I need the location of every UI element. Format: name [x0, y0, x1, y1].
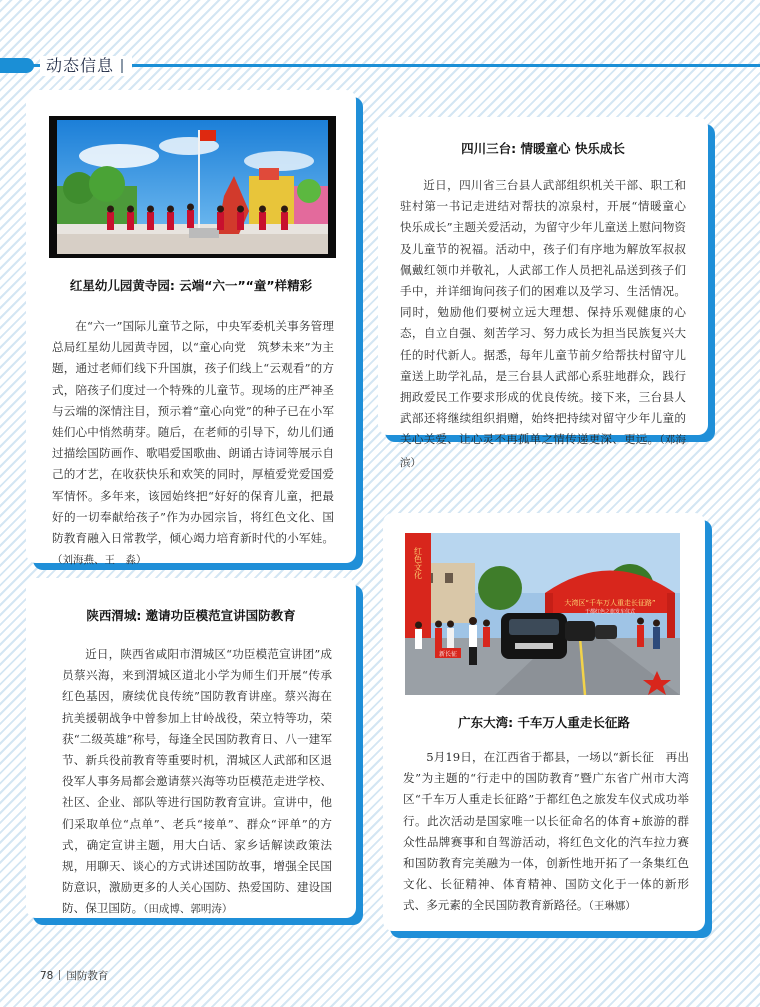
article-body — [403, 747, 689, 918]
sign-text: 新长征 — [438, 651, 458, 658]
article-text: 在“六一”国际儿童节之际，中央军委机关事务管理总局红星幼儿园黄寺园，以“童心向党 筑梦未来”为主题，通过老师们线下升国旗，孩子们线上“云观看”的方式，陪孩子们度过一个特殊的儿童节。现场的庄严神圣与云端的深情注目，预示着“童心向党”的种子已在小军娃们心中悄然萌芽。随后，在老师的引导下，幼儿们通过描绘国防画作、歌唱爱国歌曲、朗诵古诗词等展示自己的才艺，在收获快乐和欢笑的同时，厚植爱党爱国爱军情怀。多年来，该园始终把“好好的保育儿童，把最好的一切奉献给孩子”作为办园宗旨，将红色文化、国防教育融入日常教学，倾心竭力培育新时代的小军娃。 — [52, 319, 334, 546]
footer-separator — [59, 970, 60, 980]
article-body — [62, 644, 332, 921]
article-title: 陕西渭城: 邀请功臣模范宣讲国防教育 — [86, 608, 296, 623]
article-title: 广东大湾: 千车万人重走长征路 — [458, 715, 630, 730]
header-separator — [121, 59, 123, 73]
banner-text: 红色文化 — [413, 547, 423, 579]
header-tab — [0, 58, 34, 73]
journal-name: 国防教育 — [66, 970, 109, 982]
article-card-hongxing — [26, 90, 356, 567]
article-author: （田成博、郭明涛） — [143, 903, 233, 916]
article-author: （刘海燕、王 淼） — [52, 554, 147, 567]
arch-subtext: 于都红色之旅发车仪式 — [584, 609, 636, 615]
article-title: 红星幼儿园黄寺园: 云端“六一”“童”样精彩 — [69, 278, 313, 293]
article-card-weicheng — [26, 578, 356, 918]
page-footer — [40, 968, 108, 983]
article-card-santai — [378, 117, 708, 469]
article-card-dawan — [383, 513, 705, 931]
article-body — [52, 316, 334, 571]
article-body — [400, 175, 698, 474]
page-number: 78 — [40, 970, 54, 982]
photo-kindergarten-flag — [49, 116, 336, 258]
section-header — [0, 56, 760, 76]
photo-long-march-motorcade — [405, 533, 680, 695]
article-text: 近日，陕西省咸阳市渭城区“功臣模范宣讲团”成员蔡兴海，来到渭城区道北小学为师生们开展“传承红色基因，赓续优良传统”国防教育讲座。蔡兴海在抗美援朝战争中曾参加上甘岭战役，荣立特等功，荣获“二级英雄”称号，每逢全民国防教育日、八一建军节、新兵役前教育等重要时机，渭城区人武部和区退役军人事务局都会邀请蔡兴海等功臣模范走进学校、社区、企业、部队等进行国防教育宣讲。宣讲中，他们采取单位“点单”、老兵“接单”、群众“评单”的方式，确定宣讲主题，用大白话、家乡话解读政策法规，用聊天、谈心的方式讲述国防故事，增强全民国防意识，激励更多的人关心国防、热爱国防、建设国防、保卫国防。 — [62, 647, 332, 916]
article-text: 5月19日，在江西省于都县，一场以“新长征 再出发”为主题的“行走中的国防教育”暨广东省广州市大湾区“千车万人重走长征路”于都红色之旅发车仪式成功举行。此次活动是国家唯一以长征命名的体育+旅游的群众性品牌赛事和自驾游活动，将红色文化的汽车拉力赛和国防教育完美融为一体，创新性地开拓了一条集红色文化、长征精神、体育精神、国防文化于一体的新形式、多元素的全民国防教育新路径。 — [403, 750, 689, 913]
section-title: 动态信息 — [46, 56, 115, 75]
article-author: （邓海滨） — [400, 434, 686, 469]
article-title: 四川三台: 情暖童心 快乐成长 — [461, 141, 625, 156]
article-text: 近日，四川省三台县人武部组织机关干部、职工和驻村第一书记走进结对帮扶的凉泉村，开展“情暖童心 快乐成长”主题关爱活动，为留守少年儿童送上慰问物资及儿童节的祝福。活动中，孩子们有序地为解放军叔叔佩戴红领巾并敬礼，人武部工作人员把礼品送到孩子们手中，并详细询问孩子们的困难以及学习、生活情况。同时，勉励他们要树立远大理想、保持乐观健康的心态，自立自强、刻苦学习、努力成长为担当民族复兴大任的时代新人。据悉，每年儿童节前夕给帮扶村留守儿童送上助学礼品，是三台县人武部心系驻地群众，践行拥政爱民工作要求形成的优良传统。接下来，三台县人武部还将继续组织捐赠，始终把持续对留守少年儿童的关心关爱、让心灵不再孤单之情传递更深、更远。 — [400, 178, 698, 447]
arch-text: 大湾区“千车万人重走长征路” — [564, 599, 656, 607]
article-author: （王琳娜） — [588, 900, 636, 913]
